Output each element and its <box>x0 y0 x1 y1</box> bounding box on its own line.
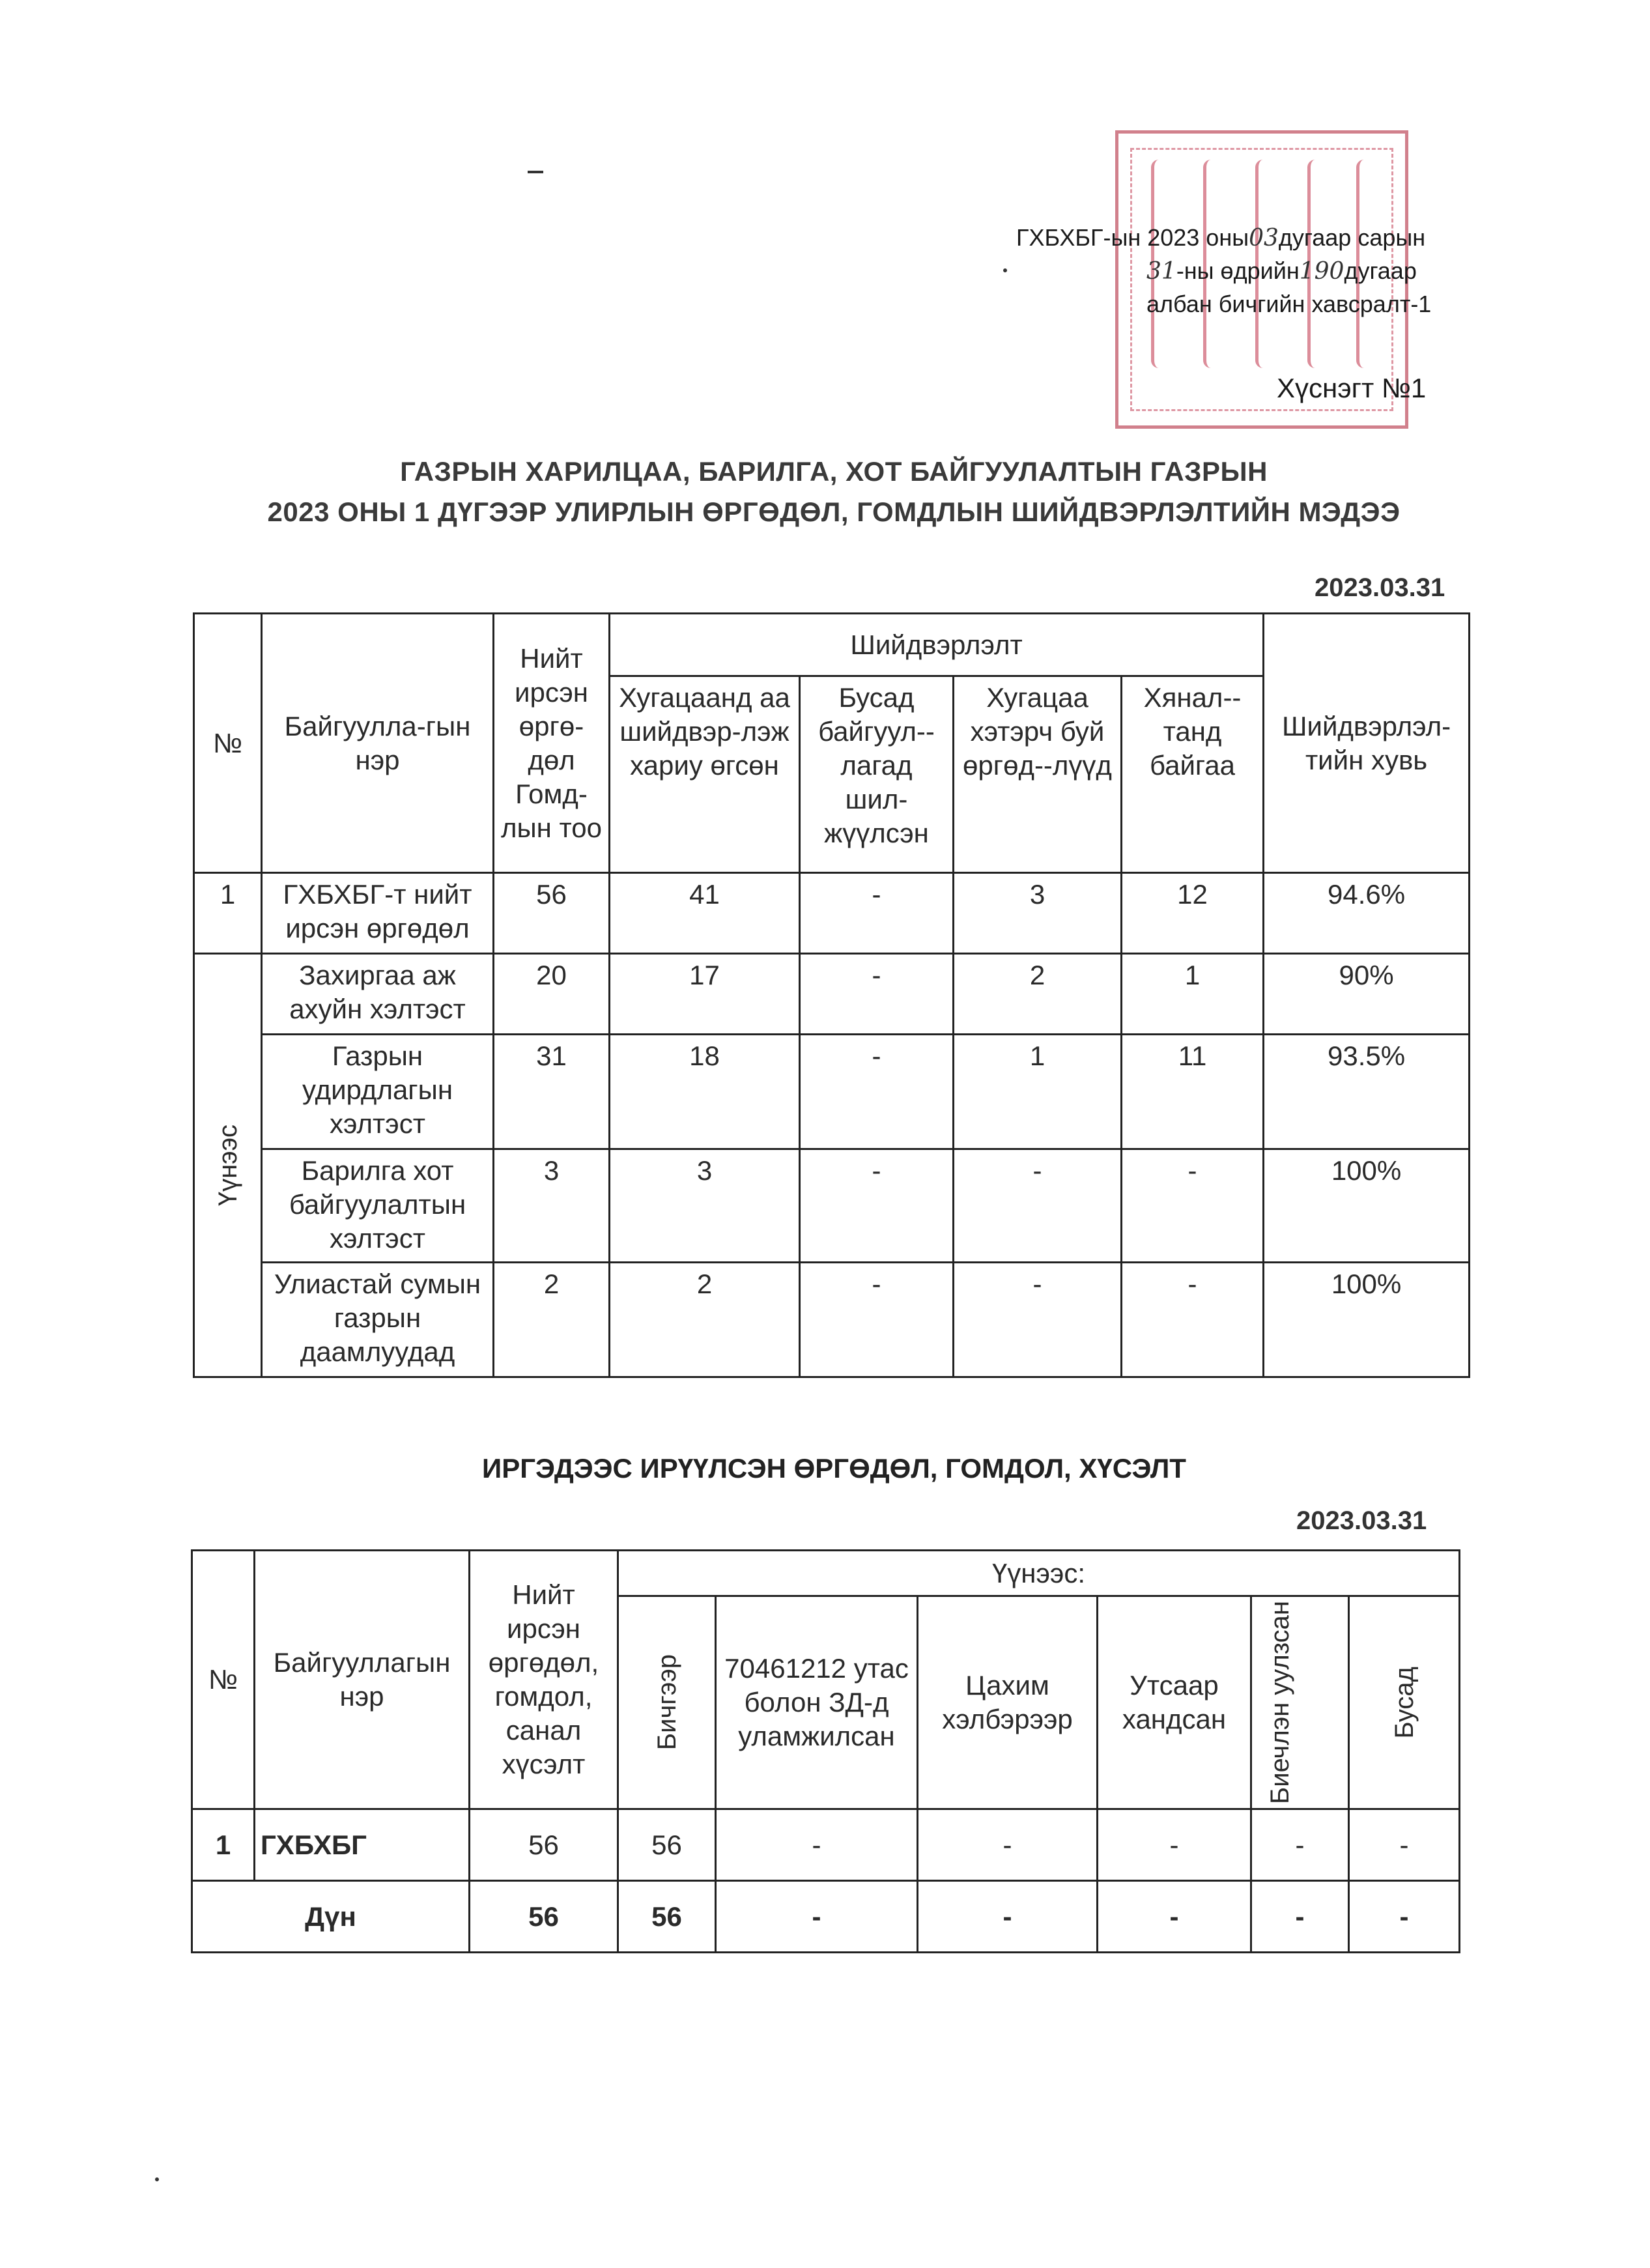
col-header-no: № <box>192 1551 255 1809</box>
col-header-overdue: Хугацаа хэтэрч буй өргөд--лүүд <box>954 676 1122 873</box>
col-header-by-phone: Утсаар хандсан <box>1098 1596 1251 1809</box>
scan-mark <box>155 2177 159 2181</box>
attachment-note-line1: ГХБХБГ-ын 2023 оны03дугаар сарын <box>1016 224 1426 251</box>
col-header-rate: Шийдвэрлэл-тийн хувь <box>1264 614 1470 873</box>
table-row: Газрын удирдлагын хэлтэст 31 18 - 1 11 93.5% <box>194 1035 1470 1149</box>
attachment-note-line2: 31-ны өдрийн190дугаар <box>1146 257 1417 285</box>
col-header-other: Бусад <box>1349 1596 1460 1809</box>
col-header-org: Байгууллагын нэр <box>255 1551 470 1809</box>
handwritten-number: 190 <box>1299 258 1344 285</box>
from-label-cell <box>194 954 262 1377</box>
page-title-line2: 2023 ОНЫ 1 ДҮГЭЭР УЛИРЛЫН ӨРГӨДӨЛ, ГОМДЛЫН ШИЙДВЭРЛЭЛТИЙН МЭДЭЭ <box>267 496 1401 527</box>
col-header-written: Бичгээр <box>618 1596 716 1809</box>
appendix-label: Хүснэгт №1 <box>1277 373 1427 403</box>
table2-date: 2023.03.31 <box>1296 1506 1427 1535</box>
table-row: Барилга хот байгуулалтын хэлтэст 3 3 - - - 100% <box>194 1149 1470 1263</box>
total-row: Дүн 56 56 - - - - - <box>192 1881 1460 1953</box>
scan-mark <box>1003 268 1007 272</box>
col-header-resolution-group: Шийдвэрлэлт <box>610 614 1264 676</box>
table-row: Үүнээс Захиргаа аж ахуйн хэлтэст 20 17 - 2 1 90% <box>194 954 1470 1035</box>
col-header-total: Нийт ирсэн өргөдөл, гомдол, санал хүсэлт <box>470 1551 618 1809</box>
table1-date: 2023.03.31 <box>1315 573 1445 602</box>
col-header-transferred: Бусад байгуул--лагад шил-жүүлсэн <box>800 676 954 873</box>
handwritten-month: 03 <box>1249 225 1279 251</box>
page-title-line1: ГАЗРЫН ХАРИЛЦАА, БАРИЛГА, ХОТ БАЙГУУЛАЛТЫН ГАЗРЫН <box>400 456 1268 487</box>
handwritten-day: 31 <box>1146 258 1176 285</box>
scan-mark <box>528 171 543 173</box>
from-label: Үүнээс <box>213 1124 242 1207</box>
table-row: 1 ГХБХБГ-т нийт ирсэн өргөдөл 56 41 - 3 12 94.6% <box>194 873 1470 954</box>
col-header-electronic: Цахим хэлбэрээр <box>918 1596 1098 1809</box>
table-row: 1 ГХБХБГ 56 56 - - - - - <box>192 1809 1460 1881</box>
attachment-note <box>1016 222 1472 321</box>
col-header-no: № <box>194 614 262 873</box>
table-row: Улиастай сумын газрын даамлуудад 2 2 - - - 100% <box>194 1263 1470 1377</box>
col-header-in-person: Биечлэн уулзсан <box>1251 1596 1349 1809</box>
col-header-in-control: Хянал--танд байгаа <box>1122 676 1264 873</box>
resolution-table <box>193 612 1470 1378</box>
col-header-total: Нийт ирсэн өргө-дөл Гомд-лын тоо <box>494 614 610 873</box>
citizen-requests-table <box>191 1549 1460 1953</box>
col-header-org: Байгуулла-гын нэр <box>262 614 494 873</box>
section2-title: ИРГЭДЭЭС ИРҮҮЛСЭН ӨРГӨДӨЛ, ГОМДОЛ, ХҮСЭЛТ <box>482 1453 1186 1484</box>
attachment-note-line3: албан бичгийн хавсралт-1 <box>1146 291 1432 317</box>
col-header-phone: 70461212 утас болон ЗД-д уламжилсан <box>716 1596 918 1809</box>
col-header-from-group: Үүнээс: <box>618 1551 1460 1596</box>
col-header-on-time: Хугацаанд аа шийдвэр-лэж хариу өгсөн <box>610 676 800 873</box>
